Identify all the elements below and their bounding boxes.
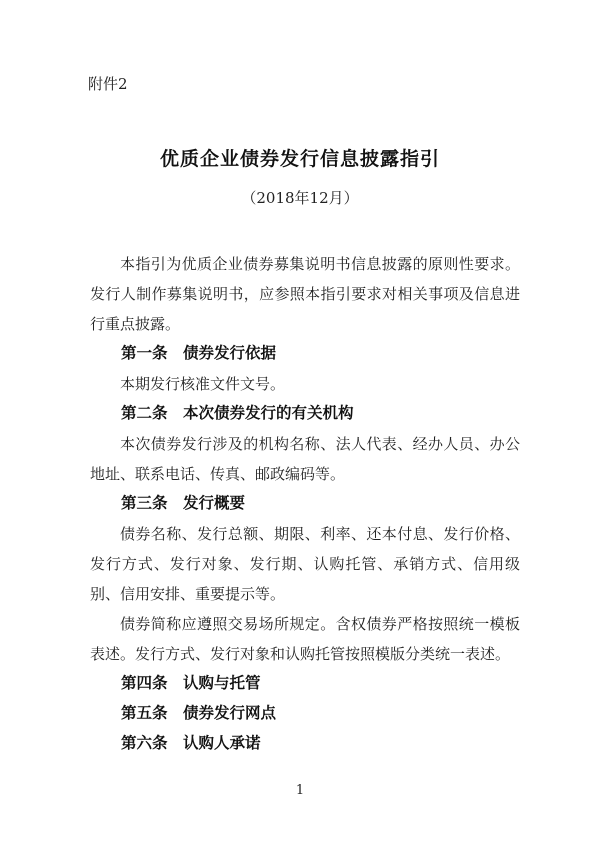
article-2-heading: 第二条 本次债券发行的有关机构 [121,405,354,422]
article-1-paragraph: 本期发行核准文件文号。 [120,375,286,393]
article-1-heading: 第一条 债券发行依据 [121,345,277,362]
document-title: 优质企业债券发行信息披露指引 [159,149,440,170]
article-3-paragraph-2: 债券简称应遵照交易场所规定。含权债券严格按照统一模板表述。发行方式、发行对象和认购托管按照模版分类统一表述。 [90,615,520,663]
article-3-heading: 第三条 发行概要 [121,495,246,512]
document-date: （2018年12月） [241,189,359,207]
article-3-paragraph-1: 债券名称、发行总额、期限、利率、还本付息、发行价格、发行方式、发行对象、发行期、认购托管、承销方式、信用级别、信用安排、重要提示等。 [90,525,520,603]
article-2-paragraph: 本次债券发行涉及的机构名称、法人代表、经办人员、办公地址、联系电话、传真、邮政编码等。 [90,435,520,483]
article-5-heading: 第五条 债券发行网点 [121,705,277,722]
article-4-heading: 第四条 认购与托管 [121,675,261,692]
attachment-label: 附件2 [88,75,128,93]
article-6-heading: 第六条 认购人承诺 [121,735,261,752]
document-body [90,249,520,759]
paragraph-intro: 本指引为优质企业债券募集说明书信息披露的原则性要求。发行人制作募集说明书，应参照本指引要求对相关事项及信息进行重点披露。 [90,255,520,333]
page-number: 1 [295,783,305,798]
